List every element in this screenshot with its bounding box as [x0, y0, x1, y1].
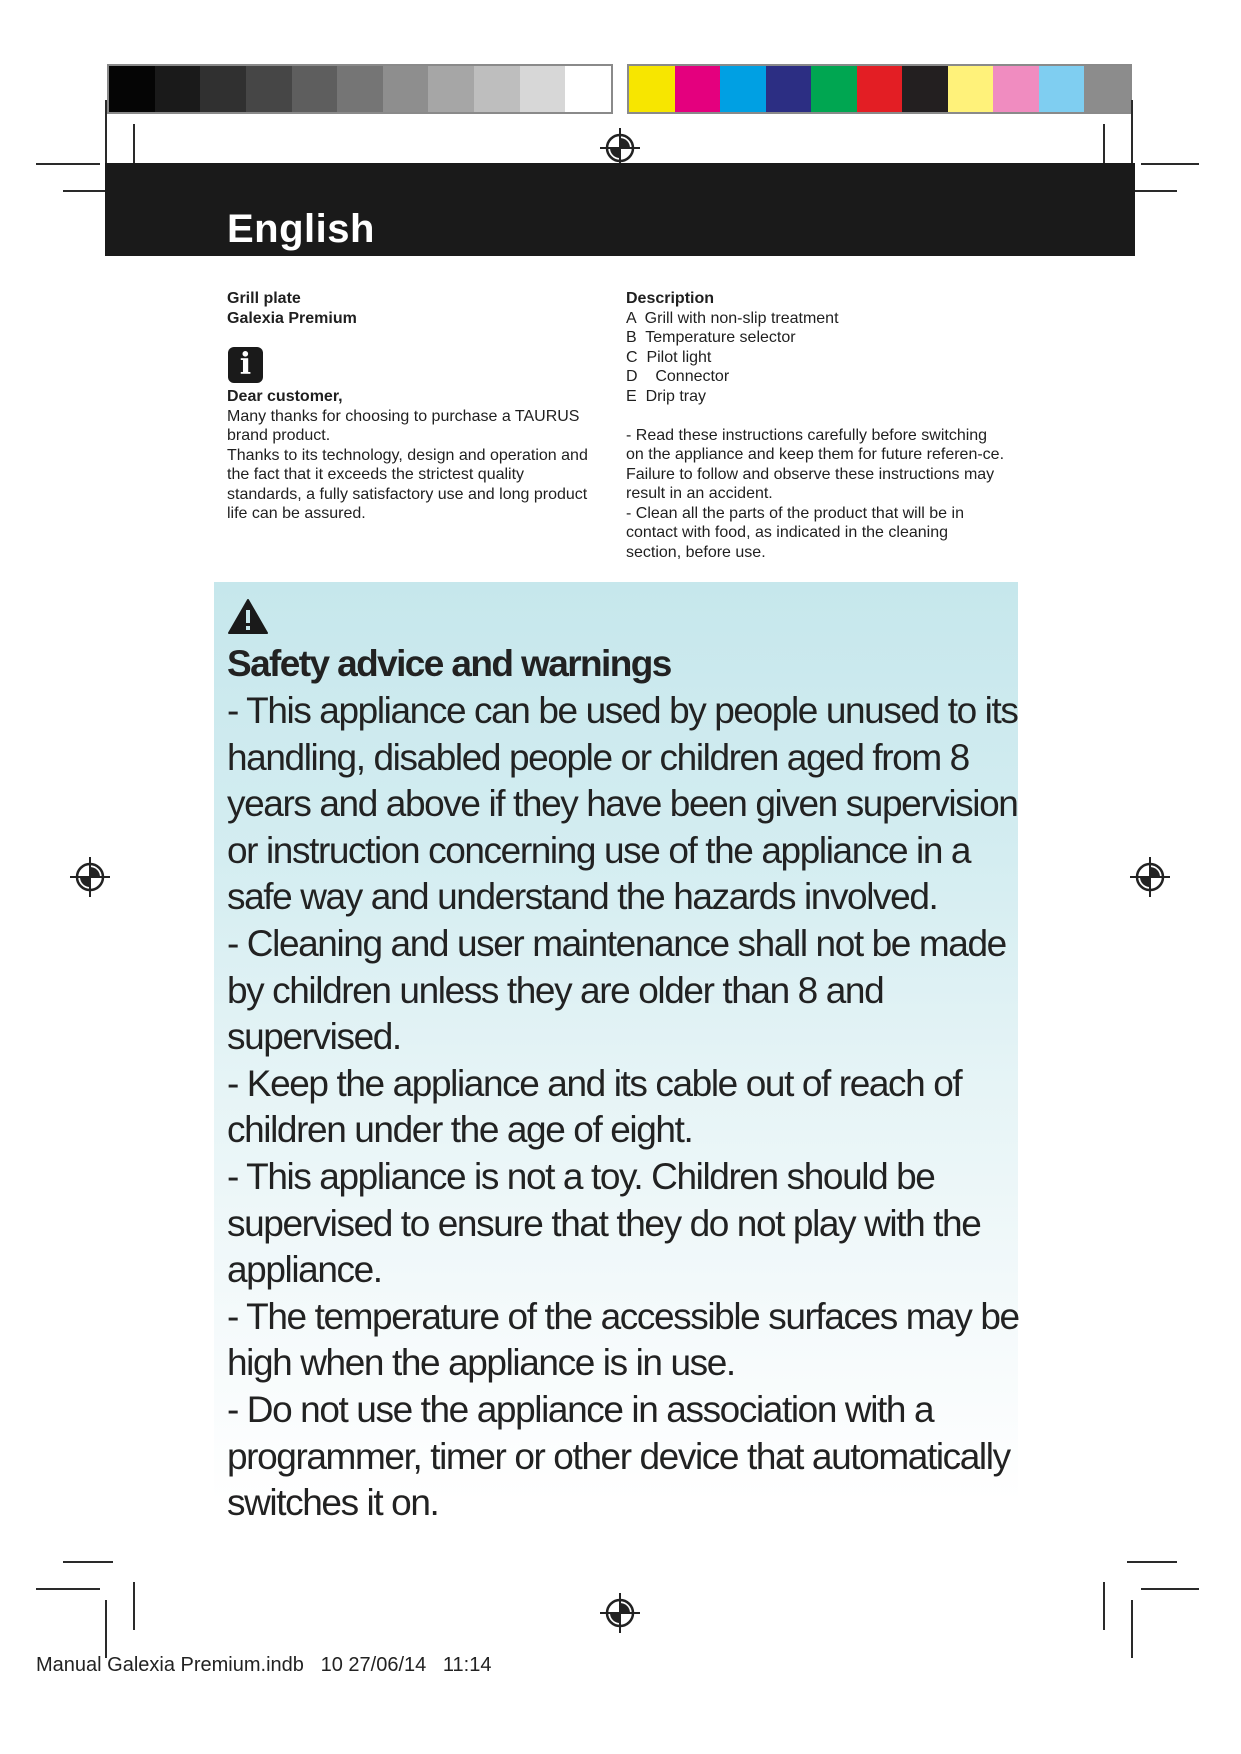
color-swatch: [109, 66, 155, 112]
color-swatch: [857, 66, 903, 112]
crop-mark: [36, 1588, 100, 1590]
color-swatch: [200, 66, 246, 112]
crop-mark: [1141, 1588, 1199, 1590]
color-swatch: [993, 66, 1039, 112]
description-title: Description: [626, 290, 715, 307]
color-calibration-bar: [627, 64, 1132, 114]
product-name: [227, 289, 357, 328]
registration-mark-icon: [1130, 857, 1170, 897]
description-section: [626, 289, 1006, 562]
intro-paragraph: Many thanks for choosing to purchase a TAURUS brand product. Thanks to its technology, design and operation and the fact that it exceeds the strictest quality standards, a fully satisfactory use and long product life can be assured.: [227, 407, 588, 522]
instruction-paragraph: - Read these instructions carefully before switching on the appliance and keep them for future referen-ce. Failure to follow and observe these instructions may result in an accident.: [626, 426, 1005, 502]
color-swatch: [428, 66, 474, 112]
safety-paragraph: - Do not use the appliance in association with a programmer, timer or other device that automatically switches it on.: [227, 1388, 1010, 1524]
color-swatch: [292, 66, 338, 112]
color-swatch: [720, 66, 766, 112]
language-title: English: [227, 207, 375, 251]
color-swatch: [383, 66, 429, 112]
safety-paragraph: - Cleaning and user maintenance shall not be made by children unless they are older than 8 and supervised.: [227, 922, 1006, 1058]
list-item: D Connector: [626, 368, 730, 385]
crop-mark: [1131, 1600, 1133, 1658]
print-slug: [36, 1654, 492, 1677]
color-swatch: [902, 66, 948, 112]
safety-title: Safety advice and warnings: [227, 643, 671, 684]
crop-mark: [63, 1561, 113, 1563]
color-swatch: [675, 66, 721, 112]
color-swatch: [246, 66, 292, 112]
grayscale-calibration-bar: [107, 64, 613, 114]
color-swatch: [811, 66, 857, 112]
registration-mark-icon: [600, 128, 640, 168]
warning-icon: [227, 598, 269, 635]
registration-mark-icon: [70, 857, 110, 897]
product-line1: Grill plate: [227, 290, 301, 307]
info-icon: i: [228, 347, 263, 383]
color-swatch: [474, 66, 520, 112]
color-swatch: [629, 66, 675, 112]
color-swatch: [1084, 66, 1130, 112]
color-swatch: [565, 66, 611, 112]
crop-mark: [133, 1582, 135, 1630]
language-header: [105, 163, 1135, 256]
color-swatch: [948, 66, 994, 112]
color-swatch: [1039, 66, 1085, 112]
safety-paragraph: - Keep the appliance and its cable out of reach of children under the age of eight.: [227, 1062, 962, 1151]
safety-body: [227, 688, 1042, 1527]
crop-mark: [105, 1600, 107, 1658]
safety-paragraph: - This appliance is not a toy. Children should be supervised to ensure that they do not play with the appliance.: [227, 1155, 981, 1291]
slug-page: 10: [320, 1654, 343, 1676]
crop-mark: [105, 100, 107, 164]
crop-mark: [36, 163, 100, 165]
color-swatch: [337, 66, 383, 112]
list-item: B Temperature selector: [626, 329, 796, 346]
instruction-paragraph: - Clean all the parts of the product that will be in contact with food, as indicated in the cleaning section, before use.: [626, 504, 964, 561]
crop-mark: [1131, 100, 1133, 164]
slug-file: Manual Galexia Premium.indb: [36, 1654, 304, 1676]
product-line2: Galexia Premium: [227, 309, 357, 327]
slug-date: 27/06/14: [348, 1654, 427, 1676]
color-swatch: [155, 66, 201, 112]
color-swatch: [520, 66, 566, 112]
list-item: A Grill with non-slip treatment: [626, 309, 839, 327]
crop-mark: [1103, 1582, 1105, 1630]
crop-mark: [1141, 163, 1199, 165]
list-item: C Pilot light: [626, 348, 712, 366]
safety-paragraph: - The temperature of the accessible surfaces may be high when the appliance is in use.: [227, 1295, 1019, 1384]
color-swatch: [766, 66, 812, 112]
intro-section: [227, 387, 602, 524]
slug-time: 11:14: [442, 1654, 492, 1676]
description-list: [626, 309, 1006, 407]
registration-mark-icon: [600, 1593, 640, 1633]
crop-mark: [1127, 1561, 1177, 1563]
safety-paragraph: - This appliance can be used by people unused to its handling, disabled people or children aged from 8 years and above if they have been given supervision or instruction concerning use of the appliance in a safe way and understand the hazards involved.: [227, 690, 1018, 918]
list-item: E Drip tray: [626, 387, 707, 405]
greeting: Dear customer,: [227, 388, 343, 405]
